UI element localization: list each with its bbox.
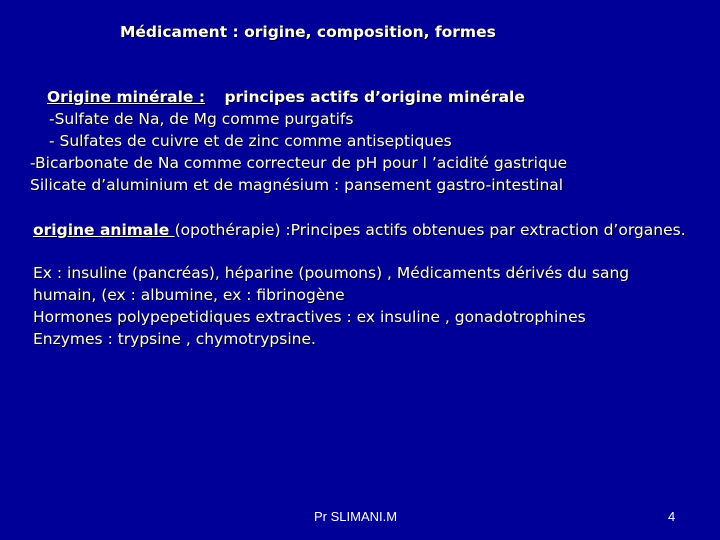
mineral-item: - Sulfates de cuivre et de zinc comme antiseptiques — [49, 132, 452, 150]
animal-item: Enzymes : trypsine , chymotrypsine. — [33, 330, 316, 348]
mineral-heading-line — [47, 87, 525, 107]
slide-title: Médicament : origine, composition, formes — [120, 23, 496, 41]
animal-heading-line — [33, 220, 686, 240]
mineral-heading: Origine minérale : — [47, 88, 206, 106]
mineral-item: Silicate d’aluminium et de magnésium : pansement gastro-intestinal — [30, 176, 564, 194]
mineral-item: -Bicarbonate de Na comme correcteur de pH pour l ’acidité gastrique — [30, 154, 568, 172]
mineral-item: -Sulfate de Na, de Mg comme purgatifs — [49, 110, 354, 128]
animal-item: Hormones polypepetidiques extractives : ex insuline , gonadotrophines — [33, 308, 586, 326]
animal-heading-rest: (opothérapie) :Principes actifs obtenues par extraction d’organes. — [174, 221, 686, 239]
animal-item: Ex : insuline (pancréas), héparine (poumons) , Médicaments dérivés du sang — [33, 264, 630, 282]
page-number: 4 — [668, 509, 676, 524]
animal-item: humain, (ex : albumine, ex : fibrinogène — [33, 286, 345, 304]
mineral-heading-rest: principes actifs d’origine minérale — [224, 88, 525, 106]
animal-heading: origine animale — [33, 221, 175, 239]
footer-author: Pr SLIMANI.M — [314, 509, 398, 524]
